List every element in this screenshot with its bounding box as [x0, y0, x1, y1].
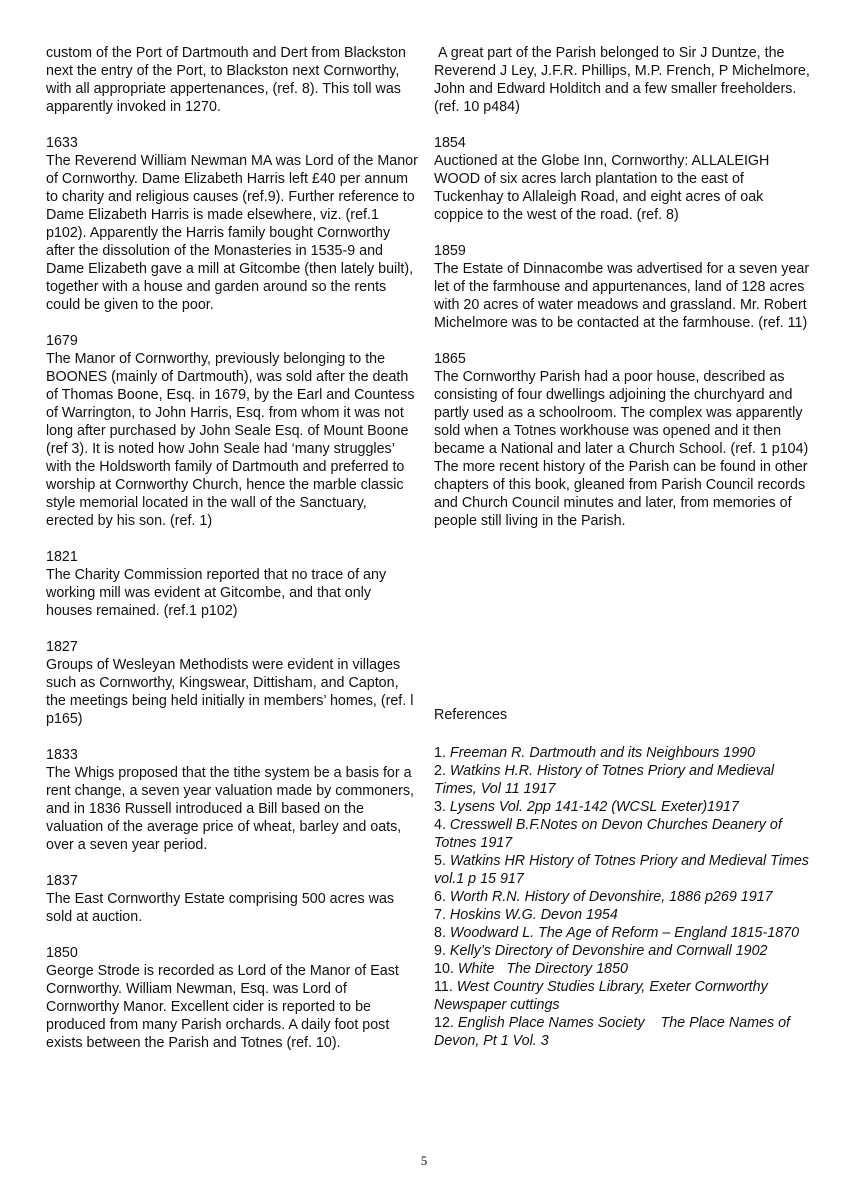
- reference-number: 12.: [434, 1015, 458, 1031]
- reference-text: Lysens Vol. 2pp 141-142 (WCSL Exeter)1917: [449, 799, 739, 815]
- entry-1854: [434, 134, 812, 224]
- reference-text: Watkins H.R. History of Totnes Priory and Medieval Times, Vol 11 1917: [434, 763, 775, 797]
- references-list: [434, 744, 814, 1050]
- reference-number: 3.: [434, 799, 450, 815]
- entry-text: The Estate of Dinnacombe was advertised for a seven year let of the farmhouse and appurtenances, land of 128 acres with 20 acres of water meadows and grassland. Mr. Robert Michelmore was to be contacted at the farmhouse. (ref. 11): [434, 261, 810, 331]
- entry-text: The Manor of Cornworthy, previously belonging to the BOONES (mainly of Dartmouth), was sold after the death of Thomas Boone, Esq. in 1679, by the Earl and Countess of Warrington, to John Harris, Esq. from whom it was not long after purchased by John Seale Esq. of Mount Boone (ref 3). It is noted how John Seale had ‘many struggles’ with the Holdsworth family of Dartmouth and preferred to worship at Cornworthy Church, hence the marble classic style memorial located in the wall of the Sanctuary, erected by his son. (ref. 1): [46, 351, 415, 529]
- reference-text: Hoskins W.G. Devon 1954: [449, 907, 618, 923]
- entry-year: 1837: [46, 873, 78, 889]
- reference-item: [434, 744, 814, 762]
- reference-item: [434, 852, 814, 888]
- entry-year: 1850: [46, 945, 78, 961]
- reference-item: [434, 924, 814, 942]
- entry-1679: [46, 332, 418, 530]
- entry-year: 1865: [434, 351, 466, 367]
- reference-number: 5.: [434, 853, 450, 869]
- entry-year: 1633: [46, 135, 78, 151]
- entry-1633: [46, 134, 418, 314]
- reference-number: 4.: [434, 817, 450, 833]
- entry-year: 1679: [46, 333, 78, 349]
- reference-number: 7.: [434, 907, 450, 923]
- entry-year: 1854: [434, 135, 466, 151]
- reference-item: [434, 978, 814, 1014]
- entry-year: 1821: [46, 549, 78, 565]
- entry-text: The Reverend William Newman MA was Lord of the Manor of Cornworthy. Dame Elizabeth Harris left £40 per annum to charity and religious causes (ref.9). Further reference to Dame Elizabeth Harris is made elsewhere, viz. (ref.1 p102). Apparently the Harris family bought Cornworthy after the dissolution of the Monasteries in 1535-9 and Dame Elizabeth gave a mill at Gitcombe (then lately built), together with a house and garden around so the rents could be given to the poor.: [46, 153, 418, 313]
- entry-year: 1827: [46, 639, 78, 655]
- left-column: [46, 44, 418, 1070]
- reference-item: [434, 960, 814, 978]
- entry-text: The Charity Commission reported that no trace of any working mill was evident at Gitcombe, and that only houses remained. (ref.1 p102): [46, 567, 387, 619]
- references-heading: References: [434, 707, 508, 723]
- reference-text: White The Directory 1850: [457, 961, 628, 977]
- entry-text: Groups of Wesleyan Methodists were evident in villages such as Cornworthy, Kingswear, Dittisham, and Capton, the meetings being held initially in members’ homes, (ref. l p165): [46, 657, 414, 727]
- reference-text: West Country Studies Library, Exeter Cornworthy Newspaper cuttings: [434, 979, 768, 1013]
- reference-text: English Place Names Society The Place Names of Devon, Pt 1 Vol. 3: [434, 1015, 794, 1049]
- entry-1827: [46, 638, 418, 728]
- entry-1833: [46, 746, 418, 854]
- reference-text: Worth R.N. History of Devonshire, 1886 p269 1917: [449, 889, 773, 905]
- entry-text: The Cornworthy Parish had a poor house, described as consisting of four dwellings adjoining the churchyard and partly used as a schoolroom. The complex was apparently sold when a Totnes workhouse was opened and it then became a National and later a Church School. (ref. 1 p104): [434, 369, 809, 457]
- intro-paragraph: [434, 44, 812, 116]
- page-number: 5: [420, 1153, 428, 1168]
- entry-1865: [434, 350, 812, 530]
- entry-1850: [46, 944, 418, 1052]
- intro-text: A great part of the Parish belonged to Sir J Duntze, the Reverend J Ley, J.F.R. Phillips, M.P. French, P Michelmore, John and Edward Holditch and a few smaller freeholders. (ref. 10 p484): [434, 45, 814, 115]
- reference-item: [434, 906, 814, 924]
- entry-text: George Strode is recorded as Lord of the Manor of East Cornworthy. William Newman, Esq. was Lord of Cornworthy Manor. Excellent cider is reported to be produced from many Parish orchards. A daily foot post exists between the Parish and Totnes (ref. 10).: [46, 963, 399, 1051]
- reference-number: 2.: [434, 763, 450, 779]
- reference-item: [434, 1014, 814, 1050]
- entry-text: The Whigs proposed that the tithe system be a basis for a rent change, a seven year valuation made by commoners, and in 1836 Russell introduced a Bill based on the valuation of the average price of wheat, barley and oats, over a seven year period.: [46, 765, 414, 853]
- reference-item: [434, 888, 814, 906]
- closing-text: The more recent history of the Parish can be found in other chapters of this book, gleaned from Parish Council records and Church Council minutes and later, from memories of people still living in the Parish.: [434, 459, 808, 529]
- reference-text: Woodward L. The Age of Reform – England 1815-1870: [449, 925, 800, 941]
- entry-text: Auctioned at the Globe Inn, Cornworthy: ALLALEIGH WOOD of six acres larch plantation to the east of Tuckenhay to Allaleigh Road, and eight acres of oak coppice to the west of the road. (ref. 8): [434, 153, 770, 223]
- reference-item: [434, 942, 814, 960]
- reference-number: 8.: [434, 925, 450, 941]
- reference-text: Cresswell B.F.Notes on Devon Churches Deanery of Totnes 1917: [434, 817, 782, 851]
- references-section: [434, 706, 814, 1050]
- entry-year: 1859: [434, 243, 466, 259]
- entry-text: The East Cornworthy Estate comprising 500 acres was sold at auction.: [46, 891, 395, 925]
- reference-number: 11.: [434, 979, 457, 995]
- entry-1821: [46, 548, 418, 620]
- reference-text: Kelly’s Directory of Devonshire and Cornwall 1902: [449, 943, 768, 959]
- entry-1837: [46, 872, 418, 926]
- entry-1859: [434, 242, 812, 332]
- reference-text: Freeman R. Dartmouth and its Neighbours 1990: [449, 745, 756, 761]
- entry-year: 1833: [46, 747, 78, 763]
- reference-number: 10.: [434, 961, 458, 977]
- right-column: [434, 44, 812, 548]
- reference-item: [434, 816, 814, 852]
- reference-item: [434, 762, 814, 798]
- reference-text: Watkins HR History of Totnes Priory and Medieval Times vol.1 p 15 917: [434, 853, 809, 887]
- reference-number: 9.: [434, 943, 450, 959]
- reference-item: [434, 798, 814, 816]
- reference-number: 6.: [434, 889, 450, 905]
- reference-number: 1.: [434, 745, 450, 761]
- intro-text: custom of the Port of Dartmouth and Dert from Blackston next the entry of the Port, to Blackston next Cornworthy, with all appropriate appertenances, (ref. 8). This toll was apparently invoked in 1270.: [46, 45, 406, 115]
- intro-paragraph: [46, 44, 418, 116]
